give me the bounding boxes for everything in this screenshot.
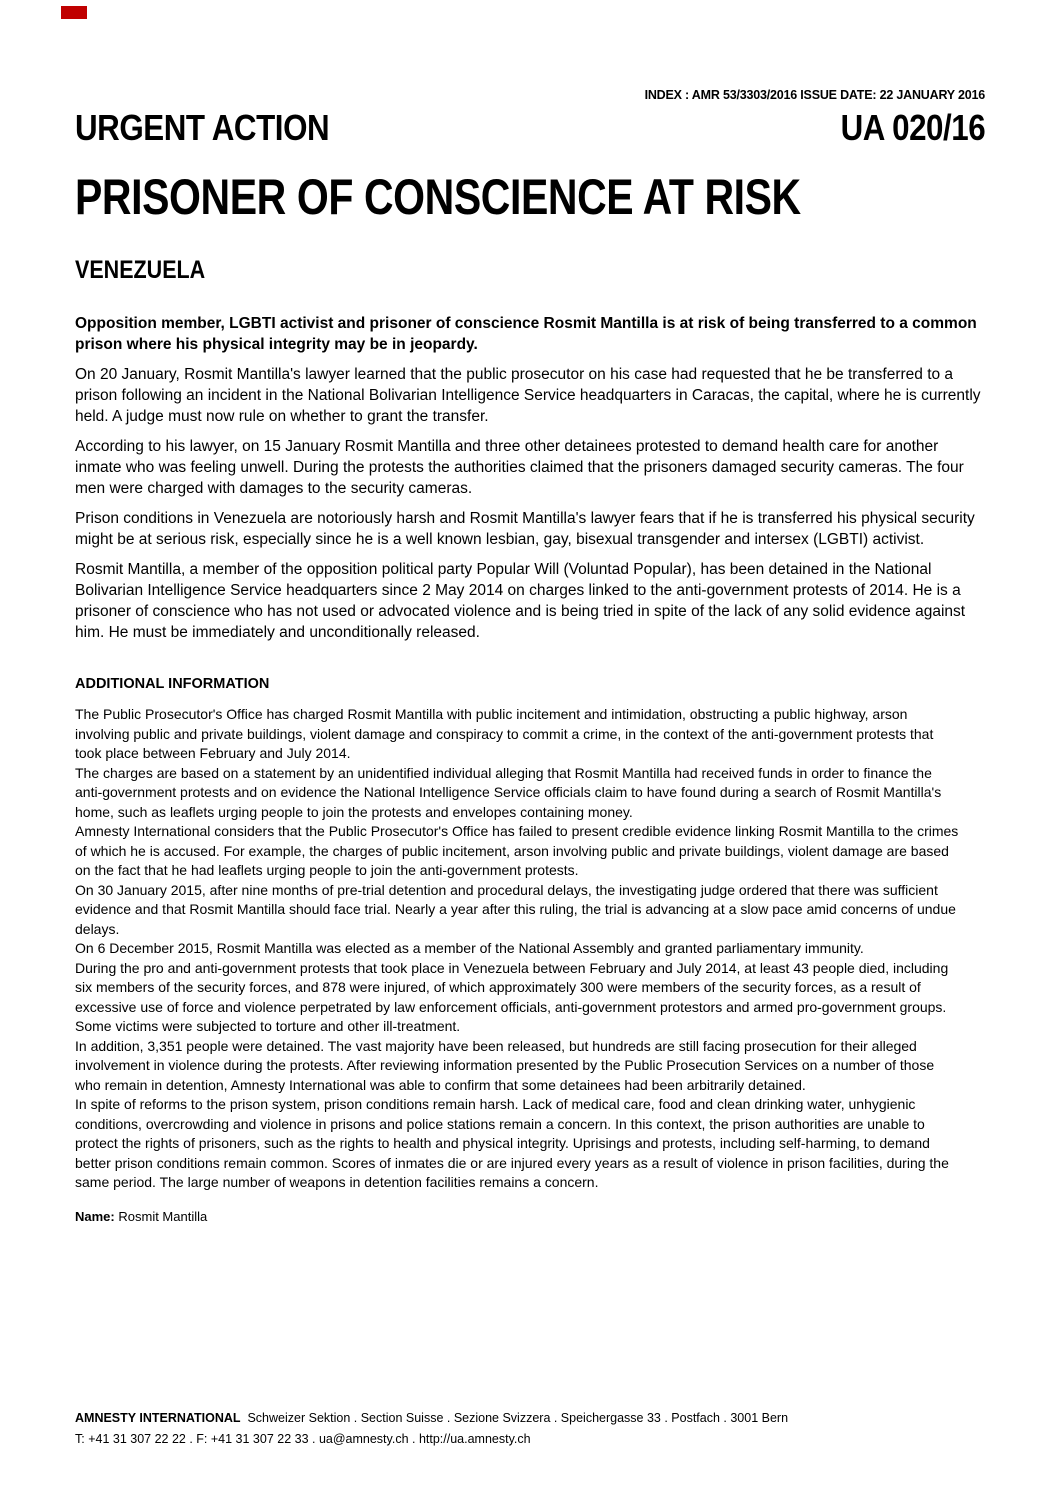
- doc-number: UA 020/16: [840, 107, 985, 148]
- additional-paragraph: During the pro and anti-government protests that took place in Venezuela between February and July 2014, at least 43 people died, including six members of the security forces, and 878 were injured, of which approximately 300 were members of the security forces, as a result of excessive use of force and violence perpetrated by law enforcement officials, anti-government protestors and armed pro-government groups. Some victims were subjected to torture and other ill-treatment.: [75, 959, 949, 1034]
- additional-information-heading: ADDITIONAL INFORMATION: [75, 676, 270, 692]
- body-paragraph: Prison conditions in Venezuela are notoriously harsh and Rosmit Mantilla's lawyer fears that if he is transferred his physical security might be at serious risk, especially since he is a well known lesbian, gay, bisexual transgender and intersex (LGBTI) activist.: [75, 510, 975, 548]
- footer-address: Schweizer Sektion . Section Suisse . Sezione Svizzera . Speichergasse 33 . Postfach . 3001 Bern: [247, 1411, 789, 1425]
- body-paragraph: Rosmit Mantilla, a member of the opposition political party Popular Will (Voluntad Popular), has been detained in the National Bolivarian Intelligence Service headquarters since 2 May 2014 on charges linked to the anti-government protests of 2014. He is a prisoner of conscience who has not used or advocated violence and is being tried in spite of the lack of any solid evidence against him. He must be immediately and unconditionally released.: [75, 561, 966, 641]
- document-body: [75, 313, 987, 1225]
- name-line: [75, 1209, 987, 1225]
- footer-contact-line: T: +41 31 307 22 22 . F: +41 31 307 22 33 . ua@amnesty.ch . http://ua.amnesty.ch: [75, 1432, 531, 1446]
- body-paragraph: On 20 January, Rosmit Mantilla's lawyer learned that the public prosecutor on his case had requested that he be transferred to a prison following an incident in the National Bolivarian Intelligence Service headquarters in Caracas, the capital, where he is currently held. A judge must now rule on whether to grant the transfer.: [75, 366, 981, 425]
- additional-paragraph: On 30 January 2015, after nine months of pre-trial detention and procedural delays, the investigating judge ordered that there was sufficient evidence and that Rosmit Mantilla should face trial. Nearly a year after this ruling, the trial is advancing at a slow pace amid concerns of undue delays.: [75, 881, 956, 937]
- page-title: PRISONER OF CONSCIENCE AT RISK: [75, 169, 801, 225]
- additional-paragraph: The Public Prosecutor's Office has charged Rosmit Mantilla with public incitement and intimidation, obstructing a public highway, arson involving public and private buildings, violent damage and conspiracy to commit a crime, in the context of the anti-government protests that took place between February and July 2014.: [75, 706, 934, 761]
- footer: [75, 1408, 788, 1450]
- name-label: Name:: [75, 1208, 115, 1224]
- footer-org: AMNESTY INTERNATIONAL: [75, 1411, 241, 1425]
- red-marker: [61, 6, 87, 19]
- additional-paragraph: The charges are based on a statement by an unidentified individual alleging that Rosmit Mantilla had received funds in order to finance the anti-government protests and on evidence the National Intelligence Service officials claim to have found during a search of Rosmit Mantilla's home, such as leaflets urging people to join the protests and envelopes containing money.: [75, 764, 942, 820]
- header-row: [75, 107, 985, 148]
- name-value: Rosmit Mantilla: [118, 1208, 208, 1224]
- doc-type-label: URGENT ACTION: [75, 107, 330, 148]
- lead-paragraph: Opposition member, LGBTI activist and prisoner of conscience Rosmit Mantilla is at risk of being transferred to a common prison where his physical integrity may be in jeopardy.: [75, 315, 977, 353]
- footer-address-line: [75, 1408, 788, 1429]
- country-heading: VENEZUELA: [75, 256, 206, 284]
- body-paragraph: According to his lawyer, on 15 January Rosmit Mantilla and three other detainees protested to demand health care for another inmate who was feeling unwell. During the protests the authorities claimed that the prisoners damaged security cameras. The four men were charged with damages to the security cameras.: [75, 438, 964, 497]
- additional-paragraph: Amnesty International considers that the Public Prosecutor's Office has failed to present credible evidence linking Rosmit Mantilla to the crimes of which he is accused. For example, the charges of public incitement, arson involving public and private buildings, violent damage are based on the fact that he had leaflets urging people to join the anti-government protests.: [75, 823, 959, 878]
- additional-paragraph: In spite of reforms to the prison system, prison conditions remain harsh. Lack of medical care, food and clean drinking water, unhygienic conditions, overcrowding and violence in prisons and police stations remain a concern. In this context, the prison authorities are unable to protect the rights of prisoners, such as the rights to health and physical integrity. Uprisings and protests, including self-harming, to demand better prison conditions remain common. Scores of inmates die or are injured every years as a result of violence in prison facilities, during the same period. The large number of weapons in detention facilities remains a concern.: [75, 1096, 949, 1190]
- additional-paragraph: In addition, 3,351 people were detained. The vast majority have been released, but hundreds are still facing prosecution for their alleged involvement in violence during the protests. After reviewing information presented by the Public Prosecution Services on a number of those who remain in detention, Amnesty International was able to confirm that some detainees had been arbitrarily detained.: [75, 1037, 935, 1093]
- index-line: INDEX : AMR 53/3303/2016 ISSUE DATE: 22 JANUARY 2016: [644, 88, 985, 102]
- additional-paragraph: On 6 December 2015, Rosmit Mantilla was elected as a member of the National Assembly and granted parliamentary immunity.: [75, 940, 864, 956]
